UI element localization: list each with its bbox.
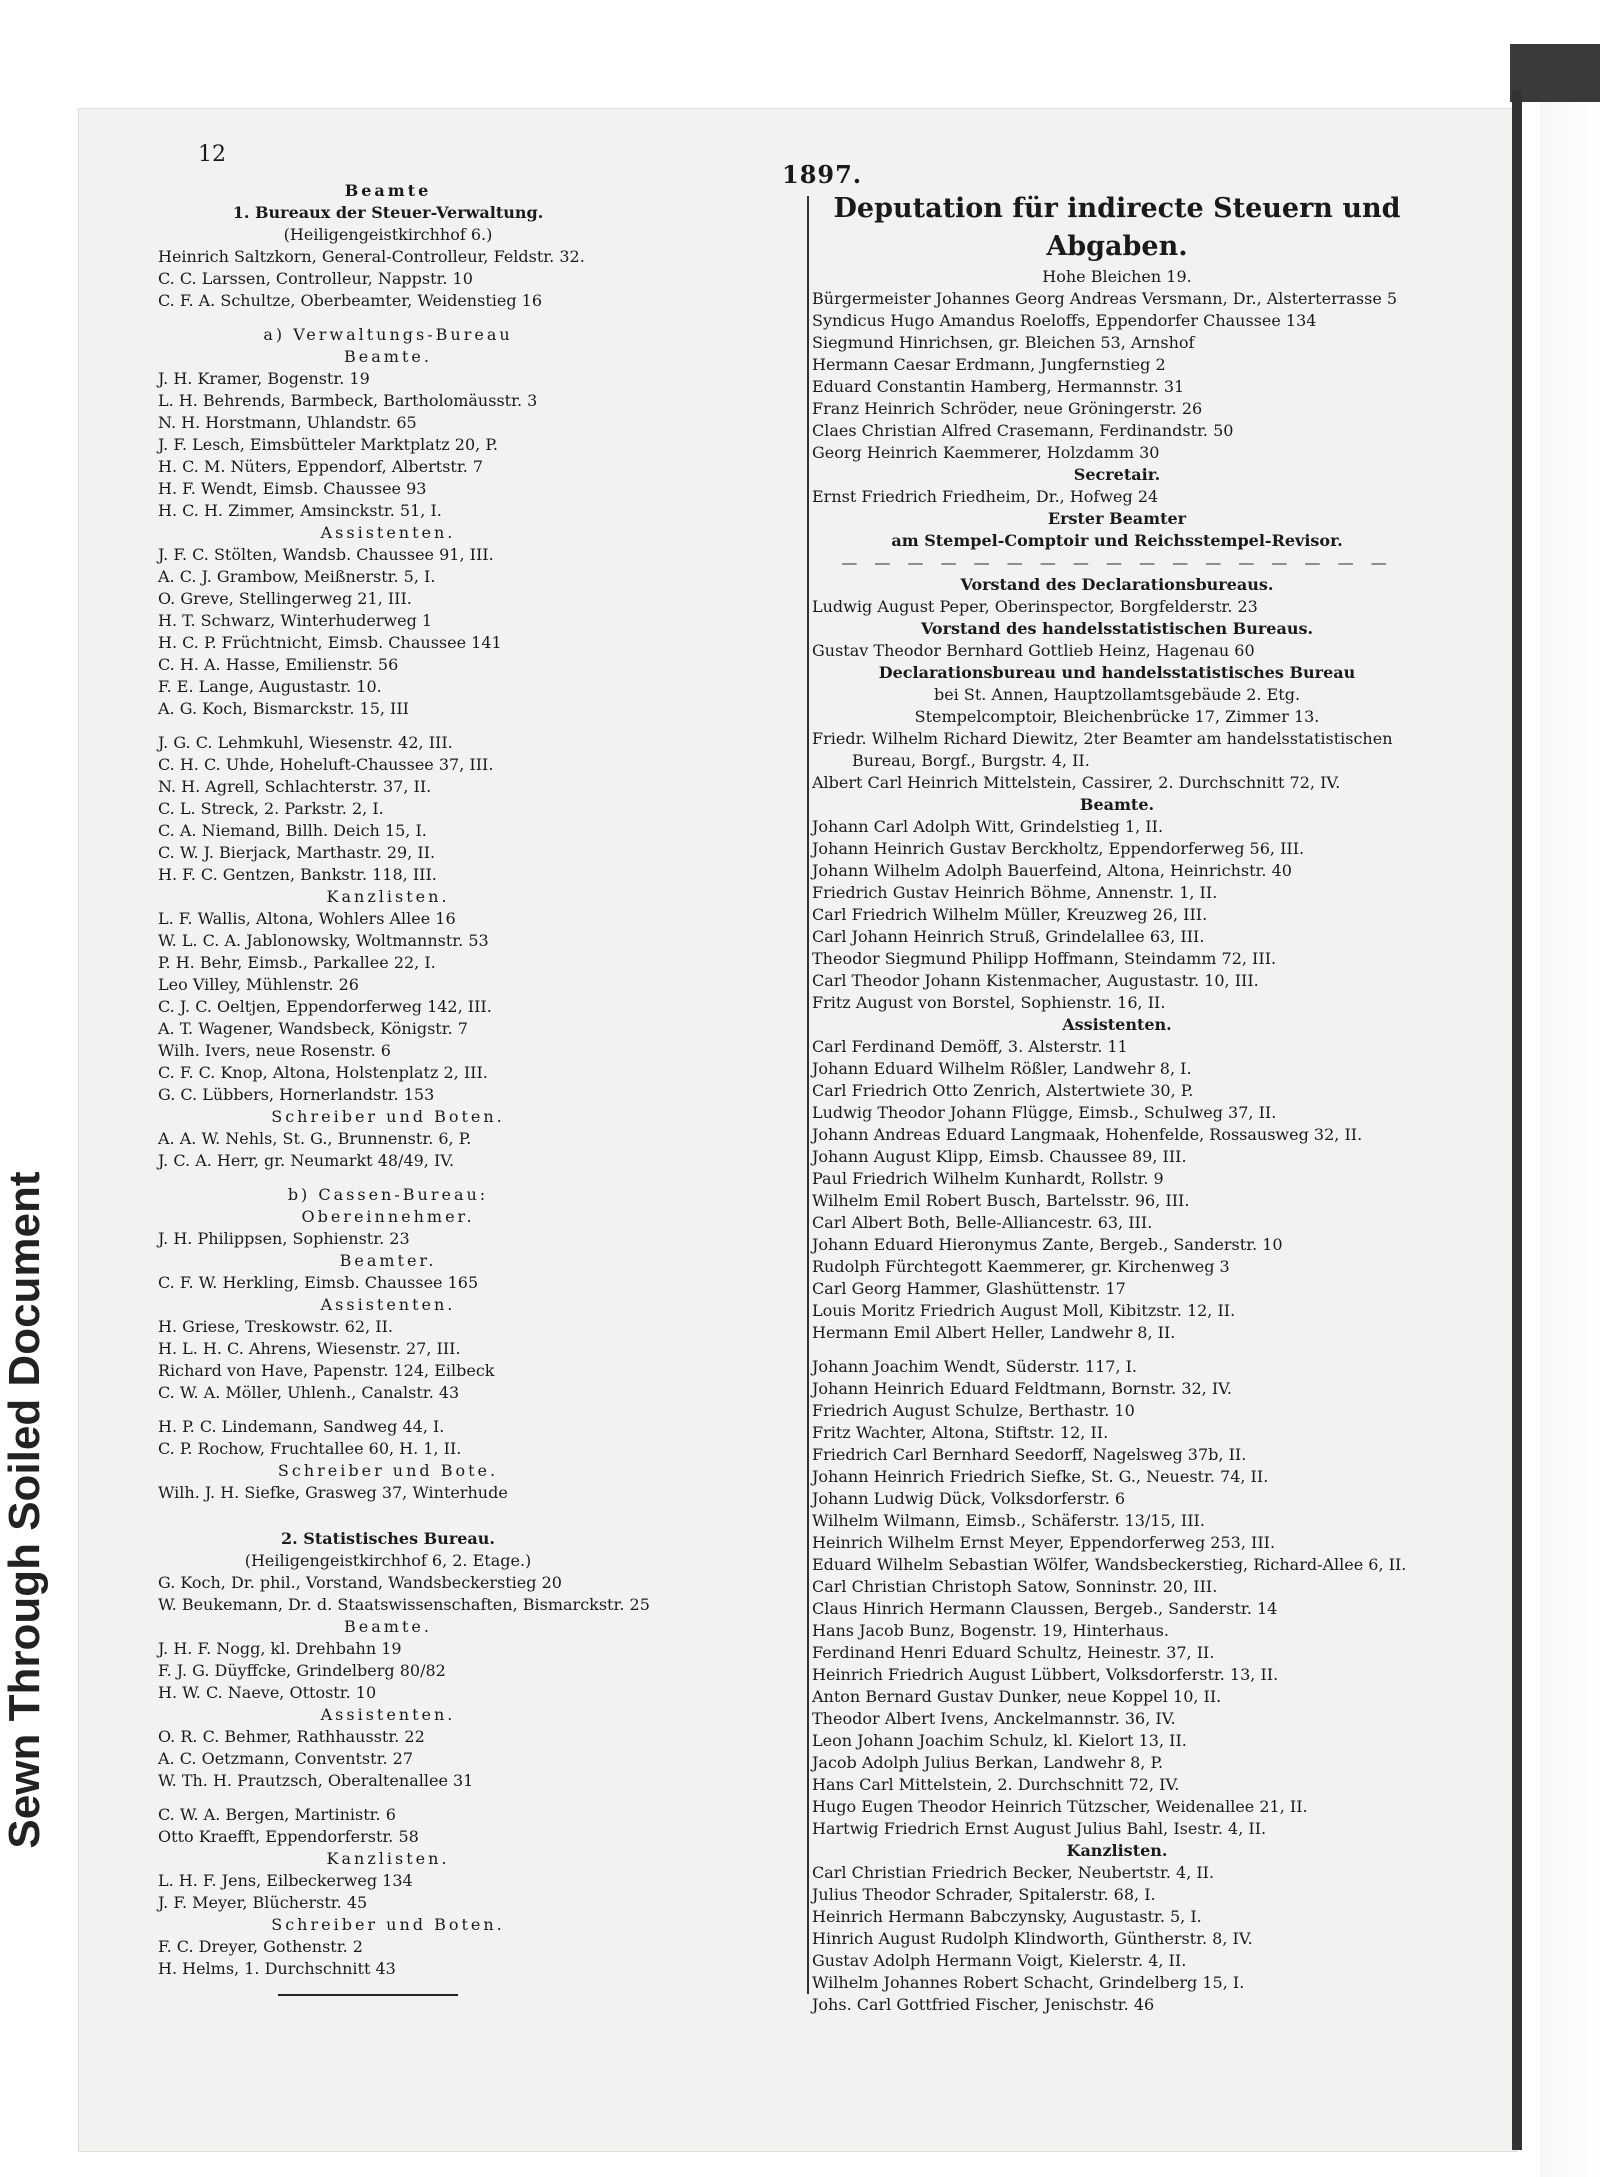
directory-entry: Carl Friedrich Wilhelm Müller, Kreuzweg 26, III. [812,905,1208,924]
directory-entry: Carl Georg Hammer, Glashüttenstr. 17 [812,1279,1126,1298]
directory-entry: F. C. Dreyer, Gothenstr. 2 [158,1937,363,1956]
directory-entry: C. A. Niemand, Billh. Deich 15, I. [158,821,427,840]
directory-entry: Wilhelm Emil Robert Busch, Bartelsstr. 96, III. [812,1191,1190,1210]
directory-entry: Louis Moritz Friedrich August Moll, Kibitzstr. 12, II. [812,1301,1236,1320]
directory-entry: H. T. Schwarz, Winterhuderweg 1 [158,611,433,630]
section-heading: Schreiber und Boten. [271,1915,505,1934]
section-heading: Kanzlisten. [1066,1841,1168,1860]
spacer [158,720,618,732]
section-heading: Beamte. [344,1617,432,1636]
directory-entry: A. G. Koch, Bismarckstr. 15, III [158,699,409,718]
directory-entry: Johann Andreas Eduard Langmaak, Hohenfelde, Rossausweg 32, II. [812,1125,1363,1144]
directory-entry: Wilh. Ivers, neue Rosenstr. 6 [158,1041,391,1060]
directory-entry: Fritz Wachter, Altona, Stiftstr. 12, II. [812,1423,1109,1442]
directory-entry: Johann Ludwig Dück, Volksdorferstr. 6 [812,1489,1126,1508]
binding-strip [1510,44,1600,102]
directory-entry: Johann Carl Adolph Witt, Grindelstieg 1, II. [812,817,1164,836]
directory-entry: C. J. C. Oeltjen, Eppendorferweg 142, III. [158,997,492,1016]
directory-entry: Carl Friedrich Otto Zenrich, Alstertwiete 30, P. [812,1081,1194,1100]
section-heading: (Heiligengeistkirchhof 6.) [283,225,493,244]
end-rule [278,1994,458,1996]
section-heading: Vorstand des Declarationsbureaus. [960,575,1274,594]
section-heading: Kanzlisten. [326,1849,450,1868]
directory-entry: Johann Heinrich Gustav Berckholtz, Eppendorferweg 56, III. [812,839,1305,858]
left-column [158,180,650,1996]
directory-entry: O. R. C. Behmer, Rathhausstr. 22 [158,1727,425,1746]
section-heading: Assistenten. [320,1705,456,1724]
directory-entry: Friedrich Gustav Heinrich Böhme, Annenstr. 1, II. [812,883,1218,902]
directory-entry: Heinrich Saltzkorn, General-Controlleur, Feldstr. 32. [158,247,585,266]
section-heading: Abgaben. [1046,231,1188,262]
directory-entry: N. H. Horstmann, Uhlandstr. 65 [158,413,417,432]
spacer [158,1504,618,1528]
section-heading: Schreiber und Bote. [277,1461,499,1480]
section-heading: Beamte. [1079,795,1155,814]
directory-entry: Hans Jacob Bunz, Bogenstr. 19, Hinterhaus. [812,1621,1169,1640]
directory-entry: P. H. Behr, Eimsb., Parkallee 22, I. [158,953,436,972]
directory-entry: J. F. C. Stölten, Wandsb. Chaussee 91, III. [158,545,494,564]
directory-entry: Carl Christian Friedrich Becker, Neubertstr. 4, II. [812,1863,1215,1882]
directory-entry: H. F. C. Gentzen, Bankstr. 118, III. [158,865,437,884]
directory-entry: Georg Heinrich Kaemmerer, Holzdamm 30 [812,443,1160,462]
directory-entry: Johann Heinrich Eduard Feldtmann, Bornstr. 32, IV. [812,1379,1233,1398]
directory-entry: Hermann Caesar Erdmann, Jungfernstieg 2 [812,355,1166,374]
directory-entry: Hartwig Friedrich Ernst August Julius Bahl, Isestr. 4, II. [812,1819,1267,1838]
directory-entry: Paul Friedrich Wilhelm Kunhardt, Rollstr. 9 [812,1169,1164,1188]
section-heading: 1. Bureaux der Steuer-Verwaltung. [232,203,544,222]
directory-entry: Leo Villey, Mühlenstr. 26 [158,975,359,994]
directory-entry: Bureau, Borgf., Burgstr. 4, II. [852,751,1090,770]
directory-entry: H. W. C. Naeve, Ottostr. 10 [158,1683,377,1702]
directory-entry: W. Beukemann, Dr. d. Staatswissenschaften, Bismarckstr. 25 [158,1595,650,1614]
directory-entry: Carl Christian Christoph Satow, Sonninstr. 20, III. [812,1577,1218,1596]
directory-entry: H. P. C. Lindemann, Sandweg 44, I. [158,1417,445,1436]
section-heading: Obereinnehmer. [301,1207,475,1226]
directory-entry: J. H. F. Nogg, kl. Drehbahn 19 [158,1639,402,1658]
directory-entry: Eduard Constantin Hamberg, Hermannstr. 31 [812,377,1185,396]
directory-entry: L. H. Behrends, Barmbeck, Bartholomäusstr. 3 [158,391,538,410]
directory-entry: J. H. Kramer, Bogenstr. 19 [158,369,370,388]
directory-entry: Hans Carl Mittelstein, 2. Durchschnitt 72, IV. [812,1775,1180,1794]
directory-entry: Johann Eduard Wilhelm Rößler, Landwehr 8, I. [812,1059,1192,1078]
directory-entry: Theodor Siegmund Philipp Hoffmann, Steindamm 72, III. [812,949,1277,968]
directory-entry: F. E. Lange, Augustastr. 10. [158,677,382,696]
directory-entry: Gustav Adolph Hermann Voigt, Kielerstr. 4, II. [812,1951,1187,1970]
directory-entry: Richard von Have, Papenstr. 124, Eilbeck [158,1361,495,1380]
directory-entry: Friedr. Wilhelm Richard Diewitz, 2ter Beamter am handelsstatistischen [812,729,1393,748]
directory-entry: C. L. Streck, 2. Parkstr. 2, I. [158,799,384,818]
directory-entry: A. C. J. Grambow, Meißnerstr. 5, I. [158,567,436,586]
directory-entry: Fritz August von Borstel, Sophienstr. 16, II. [812,993,1166,1012]
directory-entry: Wilh. J. H. Siefke, Grasweg 37, Winterhude [158,1483,508,1502]
directory-entry: W. Th. H. Prautzsch, Oberaltenallee 31 [158,1771,474,1790]
directory-entry: G. C. Lübbers, Hornerlandstr. 153 [158,1085,435,1104]
directory-entry: C. F. A. Schultze, Oberbeamter, Weidenstieg 16 [158,291,543,310]
directory-entry: L. H. F. Jens, Eilbeckerweg 134 [158,1871,413,1890]
directory-entry: G. Koch, Dr. phil., Vorstand, Wandsbeckerstieg 20 [158,1573,562,1592]
spacer [158,1792,618,1804]
column-divider [807,196,809,1994]
directory-entry: Siegmund Hinrichsen, gr. Bleichen 53, Arnshof [812,333,1195,352]
directory-entry: C. H. C. Uhde, Hoheluft-Chaussee 37, III. [158,755,494,774]
directory-entry: Wilhelm Wilmann, Eimsb., Schäferstr. 13/15, III. [812,1511,1205,1530]
section-heading: Secretair. [1073,465,1161,484]
directory-entry: Jacob Adolph Julius Berkan, Landwehr 8, P. [812,1753,1164,1772]
directory-entry: Theodor Albert Ivens, Anckelmannstr. 36, IV. [812,1709,1176,1728]
section-heading: Deputation für indirecte Steuern und [833,193,1401,224]
directory-entry: J. C. A. Herr, gr. Neumarkt 48/49, IV. [158,1151,455,1170]
directory-entry: Carl Albert Both, Belle-Alliancestr. 63, III. [812,1213,1153,1232]
directory-entry: F. J. G. Düyffcke, Grindelberg 80/82 [158,1661,446,1680]
section-heading: (Heiligengeistkirchhof 6, 2. Etage.) [244,1551,532,1570]
directory-entry: H. C. P. Früchtnicht, Eimsb. Chaussee 141 [158,633,502,652]
directory-entry: J. F. Lesch, Eimsbütteler Marktplatz 20, P. [158,435,498,454]
spacer [158,1172,618,1184]
directory-entry: Johann Joachim Wendt, Süderstr. 117, I. [812,1357,1138,1376]
directory-entry: Claes Christian Alfred Crasemann, Ferdinandstr. 50 [812,421,1234,440]
section-heading: Erster Beamter [1047,509,1187,528]
section-heading: Vorstand des handelsstatistischen Bureaus. [920,619,1314,638]
section-heading: 2. Statistisches Bureau. [280,1529,495,1548]
section-heading: Assistenten. [320,1295,456,1314]
directory-entry: Carl Johann Heinrich Struß, Grindelallee 63, III. [812,927,1205,946]
section-heading: am Stempel-Comptoir und Reichsstempel-Revisor. [891,531,1343,550]
directory-entry: C. F. W. Herkling, Eimsb. Chaussee 165 [158,1273,479,1292]
directory-entry: H. C. H. Zimmer, Amsinckstr. 51, I. [158,501,442,520]
directory-entry: Friedrich Carl Bernhard Seedorff, Nagelsweg 37b, II. [812,1445,1247,1464]
directory-entry: Albert Carl Heinrich Mittelstein, Cassirer, 2. Durchschnitt 72, IV. [812,773,1341,792]
directory-entry: Johann August Klipp, Eimsb. Chaussee 89, III. [812,1147,1187,1166]
directory-entry: Bürgermeister Johannes Georg Andreas Versmann, Dr., Alsterterrasse 5 [812,289,1398,308]
directory-entry: C. H. A. Hasse, Emilienstr. 56 [158,655,399,674]
directory-entry: Heinrich Hermann Babczynsky, Augustastr. 5, I. [812,1907,1202,1926]
directory-entry: Ernst Friedrich Friedheim, Dr., Hofweg 24 [812,487,1159,506]
directory-entry: Carl Theodor Johann Kistenmacher, Augustastr. 10, III. [812,971,1259,990]
directory-entry: Hinrich August Rudolph Klindworth, Güntherstr. 8, IV. [812,1929,1253,1948]
spacer [812,1344,1422,1356]
page-edge [1512,90,1522,2150]
vertical-stamp: Sewn Through Soiled Document [0,1171,49,1849]
directory-entry: Rudolph Fürchtegott Kaemmerer, gr. Kirchenweg 3 [812,1257,1230,1276]
page-year: 1897. [782,160,863,189]
directory-entry: Hugo Eugen Theodor Heinrich Tützscher, Weidenallee 21, II. [812,1797,1308,1816]
directory-entry: A. T. Wagener, Wandsbeck, Königstr. 7 [158,1019,468,1038]
right-column [812,190,1422,2016]
spacer [158,312,618,324]
directory-entry: Heinrich Wilhelm Ernst Meyer, Eppendorferweg 253, III. [812,1533,1276,1552]
directory-entry: Friedrich August Schulze, Berthastr. 10 [812,1401,1135,1420]
directory-entry: H. C. M. Nüters, Eppendorf, Albertstr. 7 [158,457,484,476]
directory-entry: Eduard Wilhelm Sebastian Wölfer, Wandsbeckerstieg, Richard-Allee 6, II. [812,1555,1407,1574]
directory-entry: A. C. Oetzmann, Conventstr. 27 [158,1749,413,1768]
directory-entry: C. W. A. Bergen, Martinistr. 6 [158,1805,396,1824]
directory-entry: Johann Eduard Hieronymus Zante, Bergeb., Sanderstr. 10 [812,1235,1283,1254]
section-heading: Declarationsbureau und handelsstatistisches Bureau [878,663,1356,682]
directory-entry: Johs. Carl Gottfried Fischer, Jenischstr. 46 [812,1995,1155,2014]
directory-entry: Heinrich Friedrich August Lübbert, Volksdorferstr. 13, II. [812,1665,1279,1684]
scan-margin [1540,44,1600,2177]
directory-entry: Wilhelm Johannes Robert Schacht, Grindelberg 15, I. [812,1973,1245,1992]
directory-entry: Anton Bernard Gustav Dunker, neue Koppel 10, II. [812,1687,1222,1706]
directory-entry: H. L. H. C. Ahrens, Wiesenstr. 27, III. [158,1339,461,1358]
directory-entry: Ludwig August Peper, Oberinspector, Borgfelderstr. 23 [812,597,1258,616]
section-heading: Hohe Bleichen 19. [1042,267,1192,286]
directory-entry: Syndicus Hugo Amandus Roeloffs, Eppendorfer Chaussee 134 [812,311,1317,330]
directory-entry: Gustav Theodor Bernhard Gottlieb Heinz, Hagenau 60 [812,641,1255,660]
directory-entry: H. Helms, 1. Durchschnitt 43 [158,1959,396,1978]
spacer [158,1404,618,1416]
directory-entry: A. A. W. Nehls, St. G., Brunnenstr. 6, P. [158,1129,472,1148]
directory-entry: Ferdinand Henri Eduard Schultz, Heinestr. 37, II. [812,1643,1215,1662]
section-heading: Kanzlisten. [326,887,450,906]
directory-entry: O. Greve, Stellingerweg 21, III. [158,589,412,608]
directory-entry: J. G. C. Lehmkuhl, Wiesenstr. 42, III. [158,733,453,752]
directory-entry: Hermann Emil Albert Heller, Landwehr 8, II. [812,1323,1176,1342]
directory-entry: Franz Heinrich Schröder, neue Gröningerstr. 26 [812,399,1203,418]
section-heading: b) Cassen-Bureau: [287,1185,489,1204]
directory-entry: — — — — — — — — — — — — — — — — — [841,553,1393,572]
section-heading: Schreiber und Boten. [271,1107,505,1126]
directory-entry: Leon Johann Joachim Schulz, kl. Kielort 13, II. [812,1731,1187,1750]
directory-entry: C. F. C. Knop, Altona, Holstenplatz 2, III. [158,1063,488,1082]
section-heading: Assistenten. [1062,1015,1172,1034]
directory-entry: C. P. Rochow, Fruchtallee 60, H. 1, II. [158,1439,462,1458]
section-heading: Beamter. [339,1251,437,1270]
section-heading: Beamte. [344,347,432,366]
section-heading: bei St. Annen, Hauptzollamtsgebäude 2. Etg. [933,685,1301,704]
directory-entry: Johann Heinrich Friedrich Siefke, St. G., Neuestr. 74, II. [812,1467,1269,1486]
section-heading: Beamte [344,181,432,200]
section-heading: Assistenten. [320,523,456,542]
directory-entry: Carl Ferdinand Demöff, 3. Alsterstr. 11 [812,1037,1128,1056]
directory-entry: C. W. A. Möller, Uhlenh., Canalstr. 43 [158,1383,460,1402]
directory-entry: Otto Kraefft, Eppendorferstr. 58 [158,1827,419,1846]
directory-entry: Ludwig Theodor Johann Flügge, Eimsb., Schulweg 37, II. [812,1103,1277,1122]
directory-entry: H. Griese, Treskowstr. 62, II. [158,1317,393,1336]
directory-entry: Johann Wilhelm Adolph Bauerfeind, Altona, Heinrichstr. 40 [812,861,1292,880]
directory-entry: H. F. Wendt, Eimsb. Chaussee 93 [158,479,427,498]
directory-entry: L. F. Wallis, Altona, Wohlers Allee 16 [158,909,456,928]
directory-entry: Julius Theodor Schrader, Spitalerstr. 68, I. [812,1885,1156,1904]
directory-entry: W. L. C. A. Jablonowsky, Woltmannstr. 53 [158,931,489,950]
directory-entry: Claus Hinrich Hermann Claussen, Bergeb., Sanderstr. 14 [812,1599,1278,1618]
section-heading: a) Verwaltungs-Bureau [263,325,513,344]
directory-entry: J. H. Philippsen, Sophienstr. 23 [158,1229,410,1248]
directory-entry: C. C. Larssen, Controlleur, Nappstr. 10 [158,269,473,288]
directory-entry: J. F. Meyer, Blücherstr. 45 [158,1893,368,1912]
directory-entry: C. W. J. Bierjack, Marthastr. 29, II. [158,843,436,862]
directory-entry: N. H. Agrell, Schlachterstr. 37, II. [158,777,432,796]
page-number: 12 [198,142,226,167]
section-heading: Stempelcomptoir, Bleichenbrücke 17, Zimmer 13. [914,707,1320,726]
